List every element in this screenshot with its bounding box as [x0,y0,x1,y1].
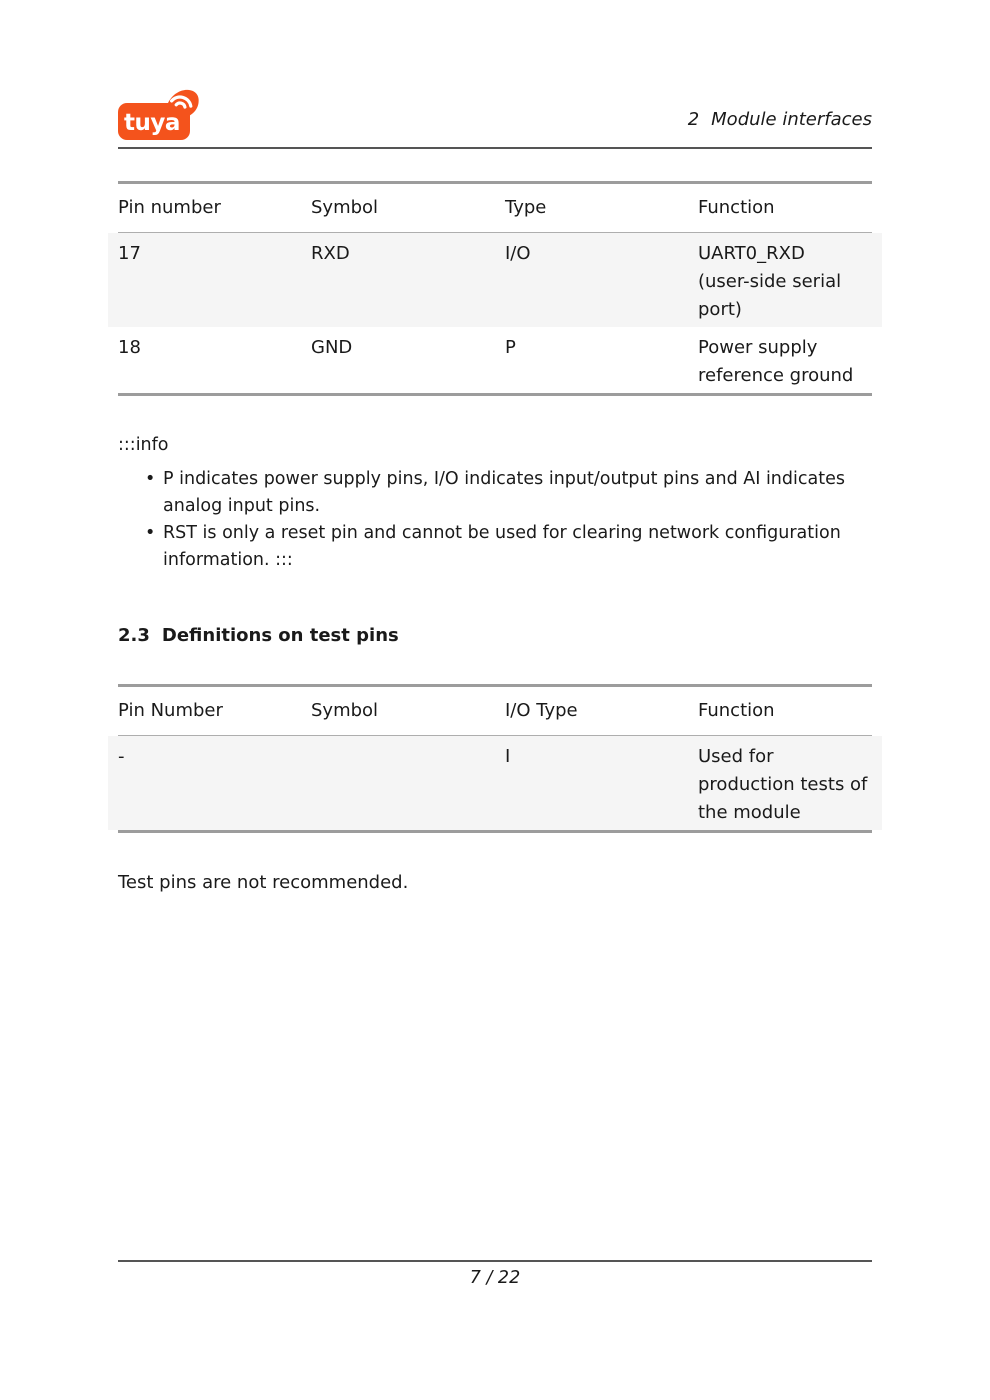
logo-wordmark: tuya [124,110,180,136]
page-number: 7 / 22 [469,1268,521,1288]
table-row [108,736,882,830]
chapter-number: 2 [687,109,700,130]
bullet-text-line: P indicates power supply pins, I/O indicates input/output pins and AI indicates [163,469,845,489]
pin-definition-table [108,181,882,396]
function-line: (user-side serial [698,271,842,292]
bullet-text-line: analog input pins. [163,496,321,516]
function-line: UART0_RXD [698,243,805,264]
function-line: reference ground [698,365,854,386]
cell-pin-number: 18 [118,337,141,358]
table-bottom-border [118,393,872,396]
bullet-icon: • [145,523,156,543]
column-header-pin-number: Pin number [118,197,221,218]
tuya-logo-icon [118,89,218,143]
running-header [688,107,872,133]
table-row [108,327,882,393]
column-header-io-type: I/O Type [505,700,578,721]
cell-function [698,334,872,390]
column-header-pin-number: Pin Number [118,700,223,721]
function-line: the module [698,802,801,823]
cell-pin-number: 17 [118,243,141,264]
body-text: Test pins are not recommended. [118,872,409,893]
function-line: Power supply [698,337,818,358]
cell-symbol: GND [311,337,353,358]
column-header-type: Type [505,197,547,218]
cell-type: P [505,337,516,358]
cell-io-type: I [505,746,511,767]
section-title: Definitions on test pins [161,625,399,646]
list-item [145,466,905,520]
table-header-row [108,687,882,735]
function-line: production tests of [698,774,868,795]
column-header-symbol: Symbol [311,700,379,721]
column-header-function: Function [698,197,775,218]
tuya-logo [118,89,218,143]
table-header-row [108,184,882,232]
info-bullet-list [145,466,905,574]
info-block-opener: :::info [118,435,169,455]
cell-pin-number: - [118,746,125,767]
table-row [108,233,882,327]
column-header-function: Function [698,700,775,721]
bullet-text-line: RST is only a reset pin and cannot be used for clearing network configuration [163,523,841,543]
cell-function [698,240,872,324]
section-heading [118,623,399,649]
cell-symbol [311,743,505,827]
chapter-name: Module interfaces [711,109,872,130]
bullet-icon: • [145,469,156,489]
cell-function [698,743,872,827]
list-item [145,520,905,574]
cell-symbol: RXD [311,243,350,264]
cell-type: I/O [505,243,531,264]
bullet-text-line: information. ::: [163,550,293,570]
section-number: 2.3 [118,625,150,646]
header-rule [118,147,872,149]
function-line: Used for [698,746,774,767]
test-pin-table [108,684,882,833]
column-header-symbol: Symbol [311,197,379,218]
footer-rule [118,1260,872,1262]
table-bottom-border [118,830,872,833]
function-line: port) [698,299,742,320]
